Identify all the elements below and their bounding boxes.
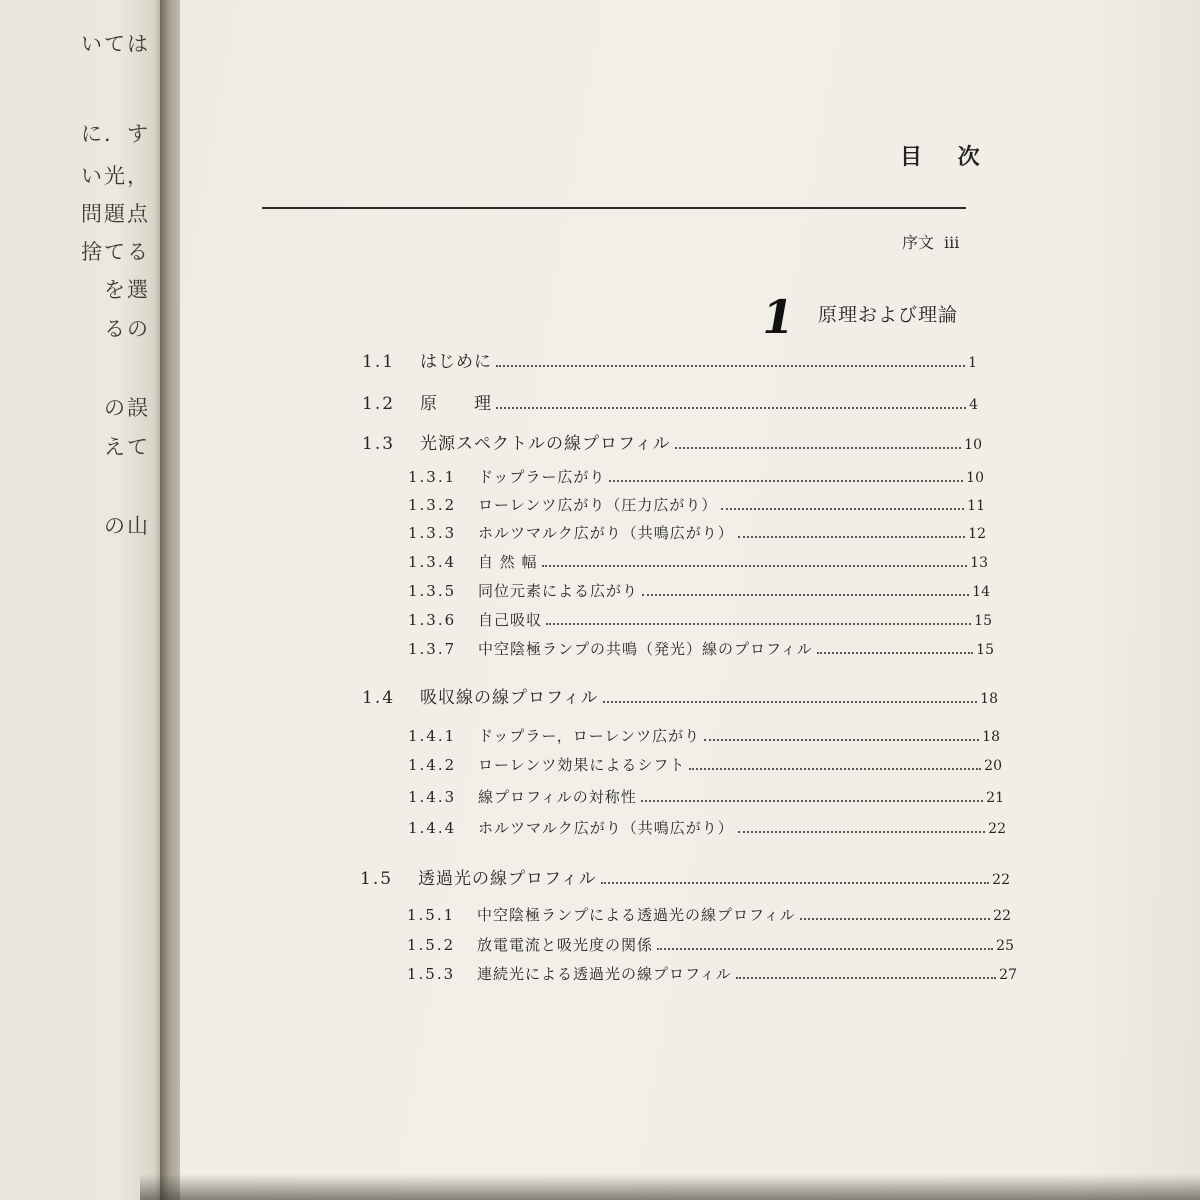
toc-entry xyxy=(408,494,985,515)
toc-entry-title: 連続光による透過光の線プロフィル xyxy=(477,965,732,983)
toc-entry-title: ドップラー，ローレンツ広がり xyxy=(478,727,701,745)
toc-entry-page: 21 xyxy=(986,790,1004,806)
toc-entry xyxy=(408,817,1006,838)
title-rule xyxy=(262,207,966,209)
dot-leader xyxy=(496,407,966,409)
toc-entry xyxy=(408,609,992,630)
left-page-text-line: いては xyxy=(81,32,150,56)
toc-entry xyxy=(408,754,1002,775)
toc-entry-number: 1.5.3 xyxy=(407,965,456,983)
toc-entry xyxy=(408,522,986,543)
toc-entry-title: 光源スペクトルの線プロフィル xyxy=(420,434,671,454)
dot-leader xyxy=(542,565,968,567)
page-bottom-shadow xyxy=(140,1174,1200,1200)
dot-leader xyxy=(641,800,983,802)
toc-entry-title: ローレンツ効果によるシフト xyxy=(478,756,686,774)
toc-entry-page: 27 xyxy=(999,967,1017,983)
toc-entry-title: 中空陰極ランプの共鳴（発光）線のプロフィル xyxy=(478,640,813,658)
dot-leader xyxy=(738,831,985,833)
toc-entry-title: ホルツマルク広がり（共鳴広がり） xyxy=(478,819,734,837)
dot-leader xyxy=(721,508,964,510)
toc-entry xyxy=(408,580,990,601)
toc-entry xyxy=(407,904,1011,925)
toc-entry-title: 吸収線の線プロフィル xyxy=(420,688,599,708)
previous-page xyxy=(0,0,168,1200)
toc-entry-title: はじめに xyxy=(420,352,492,372)
dot-leader xyxy=(817,652,973,654)
toc-entry-number: 1.5.1 xyxy=(407,906,456,924)
toc-entry xyxy=(407,934,1014,955)
toc-entry xyxy=(408,638,994,659)
toc-entry-number: 1.3.1 xyxy=(408,468,457,486)
toc-entry-title: 自 然 幅 xyxy=(478,553,538,571)
toc-entry-title: 原 理 xyxy=(420,394,492,414)
preface-label: 序文 xyxy=(902,233,935,252)
toc-entry-page: 10 xyxy=(966,470,984,486)
left-page-text-line: 捨てる xyxy=(81,240,150,264)
dot-leader xyxy=(609,480,963,482)
left-page-text-line: の山 xyxy=(104,514,150,538)
dot-leader xyxy=(738,536,965,538)
toc-entry-page: 15 xyxy=(976,642,994,658)
toc-entry-page: 15 xyxy=(974,613,992,629)
toc-entry-page: 22 xyxy=(993,908,1011,924)
toc-entry-number: 1.3.3 xyxy=(408,524,457,542)
left-page-text-line: を選 xyxy=(104,278,150,302)
toc-entry-page: 13 xyxy=(970,555,988,571)
toc-entry-title: 透過光の線プロフィル xyxy=(418,869,597,889)
toc-entry-title: 同位元素による広がり xyxy=(478,582,639,600)
left-page-text-line: 問題点 xyxy=(81,202,150,226)
preface-page: iii xyxy=(944,233,960,252)
toc-entry-number: 1.4 xyxy=(362,688,396,708)
dot-leader xyxy=(642,594,969,596)
toc-entry-page: 25 xyxy=(996,938,1014,954)
toc-entry-number: 1.3.4 xyxy=(408,553,457,571)
toc-entry-page: 20 xyxy=(984,758,1002,774)
dot-leader xyxy=(496,365,965,367)
dot-leader xyxy=(657,948,993,950)
toc-entry-page: 22 xyxy=(992,872,1010,888)
dot-leader xyxy=(736,977,996,979)
toc-entry-number: 1.2 xyxy=(362,394,396,414)
dot-leader xyxy=(800,918,990,920)
toc-entry-number: 1.4.1 xyxy=(408,727,457,745)
toc-entry xyxy=(362,389,978,414)
toc-title: 目 次 xyxy=(900,144,994,170)
toc-entry-number: 1.3.2 xyxy=(408,496,457,514)
toc-entry-title: 線プロフィルの対称性 xyxy=(478,788,637,806)
toc-entry-page: 12 xyxy=(968,526,986,542)
dot-leader xyxy=(601,882,990,884)
left-page-text-line: の誤 xyxy=(104,396,150,420)
toc-entry-number: 1.3.6 xyxy=(408,611,457,629)
toc-entry-number: 1.4.2 xyxy=(408,756,457,774)
toc-entry xyxy=(408,551,988,572)
toc-entry xyxy=(408,466,984,487)
left-page-text-line: に．す xyxy=(81,122,150,146)
toc-entry-title: ドップラー広がり xyxy=(478,468,606,486)
toc-entry-number: 1.3.7 xyxy=(408,640,457,658)
toc-entry-page: 22 xyxy=(988,821,1006,837)
toc-entry-number: 1.4.3 xyxy=(408,788,457,806)
toc-entry-page: 14 xyxy=(972,584,990,600)
toc-entry-title: 自己吸収 xyxy=(478,611,543,629)
toc-entry-page: 1 xyxy=(968,355,977,371)
page-edge-shade xyxy=(1070,0,1200,1200)
toc-entry-title: ローレンツ広がり（圧力広がり） xyxy=(478,496,718,514)
toc-entry-number: 1.4.4 xyxy=(408,819,457,837)
toc-entry-title: 放電電流と吸光度の関係 xyxy=(477,936,654,954)
dot-leader xyxy=(675,447,962,449)
left-page-text-line: るの xyxy=(104,317,150,341)
toc-entry-number: 1.3.5 xyxy=(408,582,457,600)
toc-entry xyxy=(408,725,1000,746)
left-page-text-line: い光， xyxy=(81,164,150,188)
toc-entry-number: 1.5 xyxy=(360,869,394,889)
dot-leader xyxy=(704,739,979,741)
dot-leader xyxy=(603,701,978,703)
toc-entry-page: 18 xyxy=(982,729,1000,745)
toc-entry-title: ホルツマルク広がり（共鳴広がり） xyxy=(478,524,734,542)
toc-entry xyxy=(360,864,1010,889)
toc-entry xyxy=(362,347,977,372)
toc-entry-page: 4 xyxy=(969,397,978,413)
toc-entry-title: 中空陰極ランプによる透過光の線プロフィル xyxy=(477,906,796,924)
toc-entry-page: 18 xyxy=(980,691,998,707)
left-page-text-line: えて xyxy=(104,435,150,459)
toc-entry-number: 1.5.2 xyxy=(407,936,456,954)
toc-entry-number: 1.3 xyxy=(362,434,396,454)
dot-leader xyxy=(689,768,981,770)
dot-leader xyxy=(546,623,971,625)
toc-entry xyxy=(407,963,1017,984)
chapter-title: 原理および理論 xyxy=(818,304,959,326)
toc-entry-page: 11 xyxy=(967,498,985,514)
chapter-number: 1 xyxy=(757,290,799,344)
toc-entry-page: 10 xyxy=(964,437,982,453)
toc-entry-number: 1.1 xyxy=(362,352,396,372)
toc-entry xyxy=(362,683,998,708)
toc-entry xyxy=(408,786,1004,807)
toc-entry xyxy=(362,429,982,454)
preface-entry xyxy=(902,230,959,253)
